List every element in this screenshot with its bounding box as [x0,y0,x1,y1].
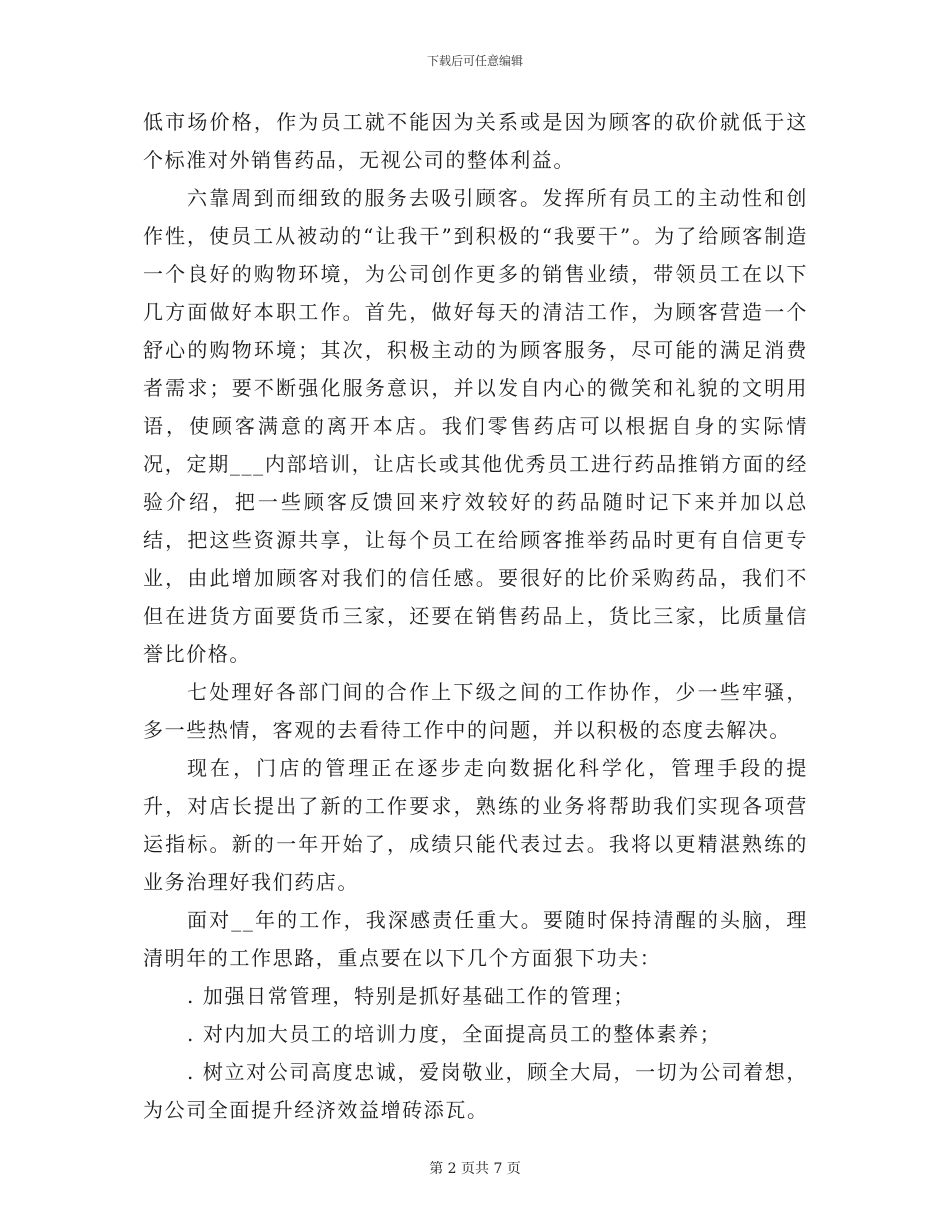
page-footer: 第 2 页共 7 页 [429,1161,521,1177]
paragraph-management: 现在，门店的管理正在逐步走向数据化科学化，管理手段的提升，对店长提出了新的工作要求，熟练的业务将帮助我们实现各项营运指标。新的一年开始了，成绩只能代表过去。我将以更精湛熟练的业务治理好我们药店。 [143,756,808,894]
paragraph-continuation: 低市场价格，作为员工就不能因为关系或是因为顾客的砍价就低于这个标准对外销售药品，无视公司的整体利益。 [143,110,808,172]
list-item-loyalty: . 树立对公司高度忠诚，爱岗敬业，顾全大局，一切为公司着想，为公司全面提升经济效益增砖添瓦。 [143,1060,808,1122]
page-header: 下载后可任意编辑 [426,54,523,68]
paragraph-cooperation: 七处理好各部门间的合作上下级之间的工作协作，少一些牢骚，多一些热情，客观的去看待工作中的问题，并以积极的态度去解决。 [143,680,808,742]
list-item-daily-management: . 加强日常管理，特别是抓好基础工作的管理； [187,984,635,1008]
document-body [143,103,808,1129]
paragraph-next-year: 面对__年的工作，我深感责任重大。要随时保持清醒的头脑，理清明年的工作思路，重点要在以下几个方面狠下功夫： [143,908,808,970]
list-item-training: . 对内加大员工的培训力度，全面提高员工的整体素养； [187,1022,722,1046]
paragraph-service: 六靠周到而细致的服务去吸引顾客。发挥所有员工的主动性和创作性，使员工从被动的“让我干”到积极的“我要干”。为了给顾客制造一个良好的购物环境，为公司创作更多的销售业绩，带领员工在以下几方面做好本职工作。首先，做好每天的清洁工作，为顾客营造一个舒心的购物环境；其次，积极主动的为顾客服务，尽可能的满足消费者需求；要不断强化服务意识，并以发自内心的微笑和礼貌的文明用语，使顾客满意的离开本店。我们零售药店可以根据自身的实际情况，定期___内部培训，让店长或其他优秀员工进行药品推销方面的经验介绍，把一些顾客反馈回来疗效较好的药品随时记下来并加以总结，把这些资源共享，让每个员工在给顾客推举药品时更有自信更专业，由此增加顾客对我们的信任感。要很好的比价采购药品，我们不但在进货方面要货币三家，还要在销售药品上，货比三家，比质量信誉比价格。 [143,186,808,666]
